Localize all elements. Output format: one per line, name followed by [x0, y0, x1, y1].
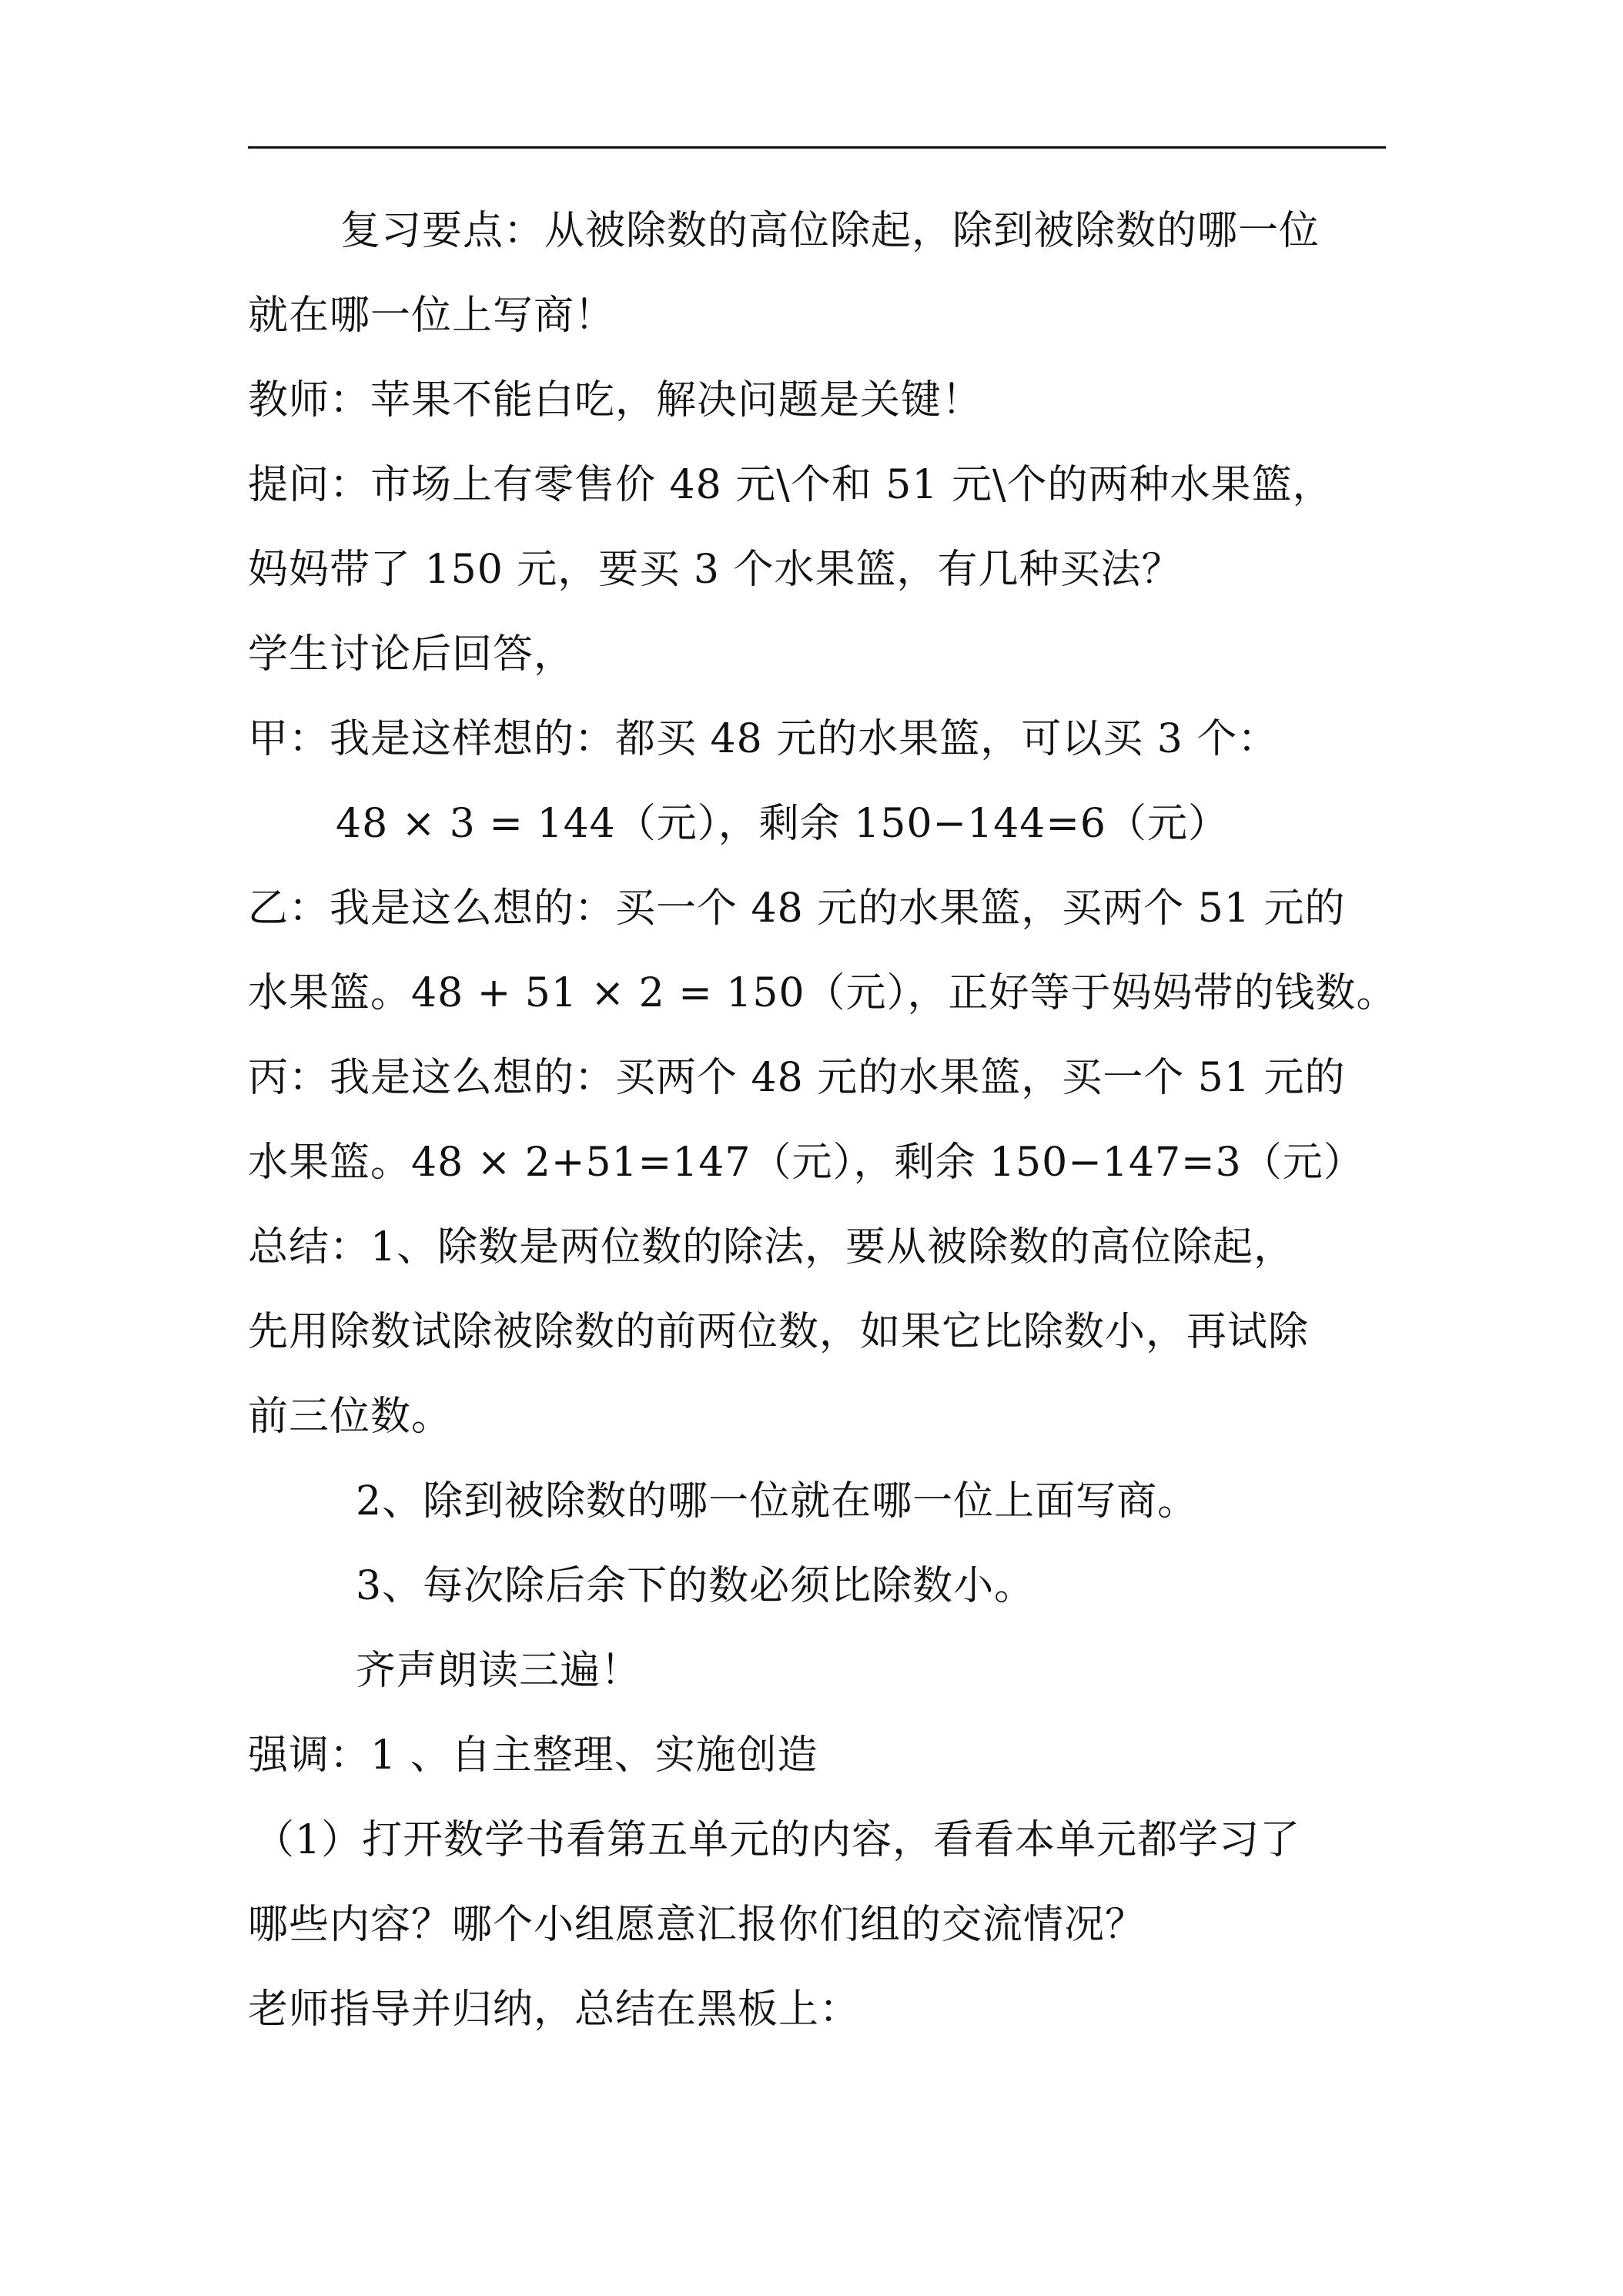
summary-line-2: 先用除数试除被除数的前两位数，如果它比除数小，再试除 [248, 1309, 1310, 1355]
read-aloud-line: 齐声朗读三遍！ [356, 1648, 642, 1694]
task-1-line-1: （1）打开数学书看第五单元的内容，看看本单元都学习了 [254, 1817, 1301, 1863]
student-b-line-2: 水果篮。48 + 51 × 2 = 150（元），正好等于妈妈带的钱数。 [248, 970, 1397, 1016]
summary-line-1: 总结：1、除数是两位数的除法，要从被除数的高位除起， [248, 1224, 1295, 1270]
task-1-line-2: 哪些内容？哪个小组愿意汇报你们组的交流情况？ [248, 1902, 1146, 1948]
teacher-line: 教师：苹果不能白吃，解决问题是关键！ [248, 377, 983, 423]
student-a-equation: 48 × 3 = 144（元），剩余 150−144=6（元） [336, 801, 1230, 847]
question-line-2: 妈妈带了 150 元，要买 3 个水果篮，有几种买法？ [248, 547, 1183, 593]
student-b-line-1: 乙：我是这么想的：买一个 48 元的水果篮，买两个 51 元的 [248, 885, 1346, 932]
review-point-line-1: 复习要点：从被除数的高位除起，除到被除数的哪一位 [340, 208, 1320, 254]
emphasis-line: 强调：1 、自主整理、实施创造 [248, 1732, 818, 1779]
summary-point-3: 3、每次除后余下的数必须比除数小。 [356, 1563, 1036, 1609]
student-a-line: 甲：我是这样想的：都买 48 元的水果篮，可以买 3 个： [248, 716, 1279, 762]
question-line-1: 提问：市场上有零售价 48 元\个和 51 元\个的两种水果篮， [248, 462, 1334, 508]
summary-point-2: 2、除到被除数的哪一位就在哪一位上面写商。 [356, 1478, 1199, 1525]
student-c-line-1: 丙：我是这么想的：买两个 48 元的水果篮，买一个 51 元的 [248, 1055, 1346, 1101]
teacher-guidance-line: 老师指导并归纳，总结在黑板上： [248, 1986, 861, 2033]
student-c-line-2: 水果篮。48 × 2+51=147（元），剩余 150−147=3（元） [248, 1140, 1364, 1186]
summary-line-3: 前三位数。 [248, 1394, 453, 1440]
header-rule [248, 146, 1386, 149]
review-point-line-2: 就在哪一位上写商！ [248, 293, 616, 339]
students-answer-line: 学生讨论后回答， [248, 631, 575, 678]
